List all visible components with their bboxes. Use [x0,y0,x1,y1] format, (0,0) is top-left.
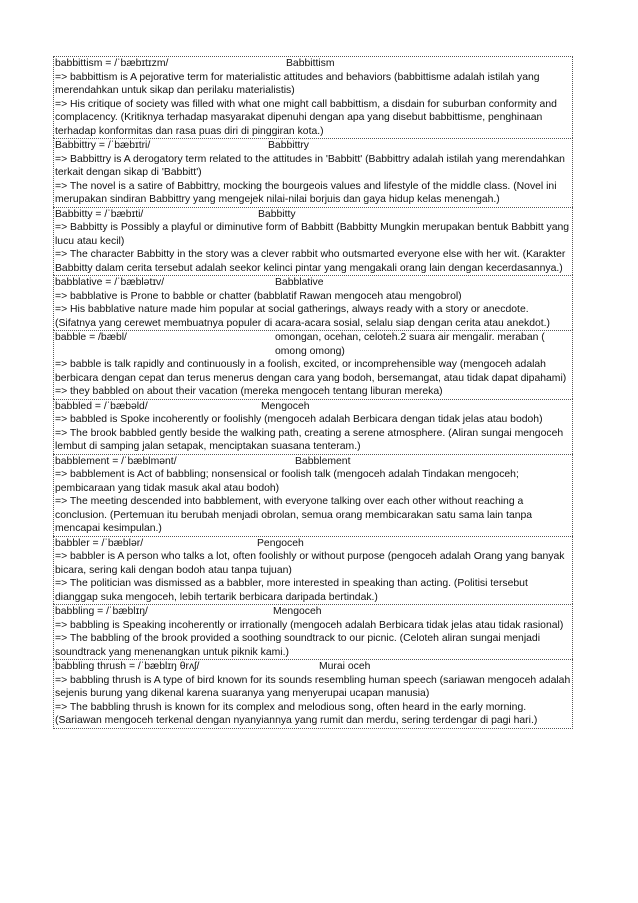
entry-headword-line [54,276,572,290]
entry-definition: => babbling thrush is A type of bird known for its sounds resembling human speech (sariawan mengoceh adalah sejenis burung yang dikenal karena suaranya yang menyerupai ucapan manusia) [55,674,571,699]
entry-headword: babble = /bæbl/ [55,332,127,343]
entry-headword-line [54,57,572,71]
dictionary-entry [53,604,573,659]
entry-example: => The novel is a satire of Babbittry, mocking the bourgeois values and lifestyle of the middle class. (Novel ini merupakan sindiran Babbittry yang mengejek nilai-nilai borjuis dan gaya hidup kelas menengah.) [55,180,557,205]
entry-headword: Babbitty = /ˈbæbɪti/ [55,208,144,220]
entry-meaning: Babbittism [286,58,335,69]
dictionary-entry [53,138,573,207]
entry-definition: => babbled is Spoke incoherently or foolishly (mengoceh adalah Berbicara dengan tidak jelas atau bodoh) [55,414,543,425]
entry-example: => His critique of society was filled with what one might call babbittism, a disdain for suburban conformity and complacency. (Kritiknya terhadap masyarakat dipenuhi dengan apa yang disebut babbittisme, penghinaan terhadap konformitas dan rasa puas diri di pinggiran kota.) [55,98,557,137]
entry-definition: => babblement is Act of babbling; nonsensical or foolish talk (mengoceh adalah Tindakan mengoceh; pembicaraan yang tidak masuk akal atau bodoh) [55,469,519,494]
entry-headword: babbled = /ˈbæbəld/ [55,400,148,412]
entry-meaning: omongan, ocehan, celoteh.2 suara air mengalir. meraban ( omong omong) [275,332,545,357]
entry-example: => The meeting descended into babblement, with everyone talking over each other without reaching a conclusion. (Pertemuan itu berubah menjadi obrolan, semua orang membicarakan satu sama lain tanpa mencapai kesimpulan.) [55,496,533,534]
entry-headword: babbling thrush = /ˈbæblɪŋ θrʌʃ/ [55,661,200,672]
entry-definition: => babbling is Speaking incoherently or irrationally (mengoceh adalah Berbicara tidak jelas atau tidak rasional) [55,619,564,631]
entry-headword-line [54,605,572,619]
entry-headword: babblative = /ˈbæblətɪv/ [55,277,165,288]
entry-definition: => Babbittry is A derogatory term related to the attitudes in 'Babbitt' (Babbittry adalah istilah yang merendahkan terkait dengan sikap di 'Babbitt') [55,153,565,178]
dictionary-entry [53,56,573,138]
entry-headword: Babbittry = /ˈbæbɪtri/ [55,140,151,151]
dictionary-entry [53,275,573,330]
dictionary-entry [53,454,573,536]
entry-headword-line [54,331,572,358]
entry-headword: babbling = /ˈbæblɪŋ/ [55,606,148,617]
entry-example: => The character Babbitty in the story was a clever rabbit who outsmarted everyone else with her wit. (Karakter Babbitty dalam cerita tersebut adalah seekor kelinci pintar yang mengakali orang lain dengan kecerdasannya.) [55,249,566,274]
entry-definition: => babbler is A person who talks a lot, often foolishly or without purpose (pengoceh adalah Orang yang banyak bicara, sering kali dengan bodoh atau tanpa tujuan) [55,551,565,576]
entry-headword: babbittism = /ˈbæbɪtɪzm/ [55,58,169,69]
entry-definition: => Babbitty is Possibly a playful or diminutive form of Babbitt (Babbitty Mungkin merupakan bentuk Babbitt yang lucu atau kecil) [55,222,570,247]
entry-headword-line [54,455,572,469]
entry-definition: => babble is talk rapidly and continuously in a foolish, excited, or incomprehensible way (mengoceh adalah berbicara dengan cepat dan terus menerus dengan cara yang bodoh, bersemangat, atau tidak dapat dipahami) [55,359,567,384]
entry-meaning: Pengoceh [257,537,304,549]
entry-headword-line [54,660,572,674]
entry-example: => The babbling of the brook provided a soothing soundtrack to our picnic. (Celoteh aliran sungai menjadi soundtrack yang menenangkan untuk piknik kami.) [55,633,541,658]
entry-headword-line [54,139,572,153]
dictionary-entry [53,399,573,454]
entry-example: => The babbling thrush is known for its complex and melodious song, often heard in the early morning. (Sariawan mengoceh terkenal dengan nyanyiannya yang rumit dan merdu, sering terdengar di pagi hari.) [55,701,538,726]
entry-definition: => babblative is Prone to babble or chatter (babblatif Rawan mengoceh atau mengobrol) [55,290,462,302]
entry-headword-line [54,208,572,222]
entry-meaning: Mengoceh [273,606,322,617]
entry-headword-line [54,537,572,551]
dictionary-entry [53,207,573,276]
entry-meaning: Murai oceh [319,661,371,672]
entry-meaning: Babbitty [258,208,296,220]
entry-meaning: Babblative [275,277,324,288]
entry-headword-line [54,400,572,414]
entry-example: => The brook babbled gently beside the walking path, creating a serene atmosphere. (Aliran sungai mengoceh lembut di samping jalan setapak, menciptakan suasana tenteram.) [55,427,564,452]
dictionary-entry [53,330,573,399]
entry-headword: babbler = /ˈbæblər/ [55,537,144,549]
entry-meaning: Babblement [295,455,351,467]
entry-meaning: Mengoceh [261,400,310,412]
entry-example: => they babbled on about their vacation (mereka mengoceh tentang liburan mereka) [55,386,443,397]
entry-headword: babblement = /ˈbæblmənt/ [55,455,177,467]
entry-example: => The politician was dismissed as a babbler, more interested in speaking than acting. (Politisi tersebut dianggap suka mengoceh, lebih tertarik berbicara daripada bertindak.) [55,578,528,603]
entry-meaning: Babbittry [268,140,310,151]
dictionary-entry [53,536,573,605]
entry-example: => His babblative nature made him popular at social gatherings, always ready with a story or anecdote. (Sifatnya yang cerewet membuatnya populer di acara-acara sosial, selalu siap dengan cerita atau anekdot.) [55,304,550,329]
dictionary-page [53,56,573,729]
entry-definition: => babbittism is A pejorative term for materialistic attitudes and behaviors (babbittisme adalah istilah yang merendahkan untuk sikap dan perilaku materialistis) [55,71,540,96]
dictionary-entry [53,659,573,729]
